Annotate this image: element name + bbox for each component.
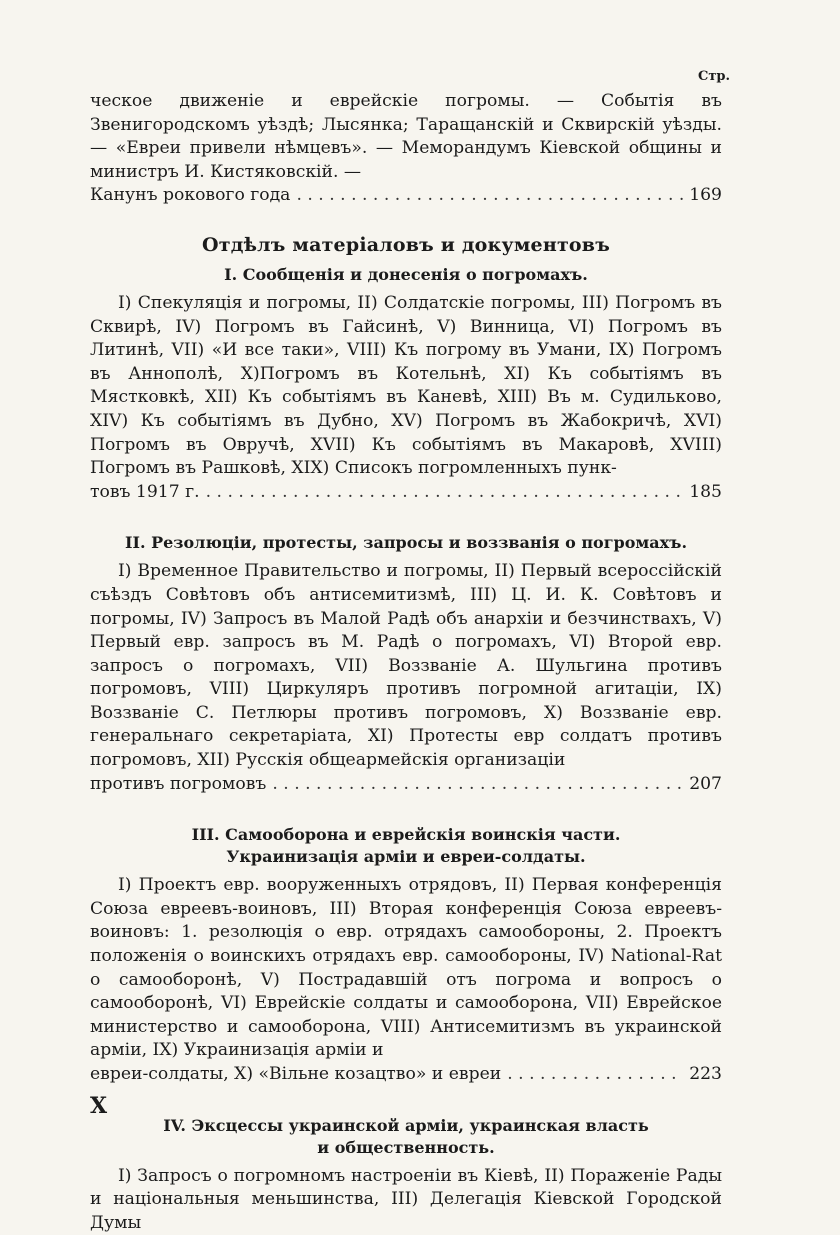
dot-leader [206,481,684,505]
toc-entry-text: I) Проектъ евр. вооруженныхъ отрядовъ, II) Первая конференція Союза евреевъ-воиновъ, III) Вторая конференція Союза евреевъ-воиновъ: 1. резолюція о евр. отрядахъ самообороны, 2. Проектъ положенія о воинскихъ отрядахъ евр. самообороны, IV) National-Rat о самооборонѣ, V) Пострадавшій отъ погрома и вопросъ о самооборонѣ, VI) Еврейскіе солдаты и самооборона, VII) Еврейское министерство и самооборона, VIII) Антисемитизмъ въ украинской арміи, IX) Украинизація арміи и [90,875,722,1061]
page-number: 207 [689,773,722,794]
toc-entry-last-text: противъ погромовъ [90,773,267,794]
section-title: Отдѣлъ матеріаловъ и документовъ [202,233,610,256]
dot-leader [296,184,683,208]
section-heading: II. Резолюціи, протесты, запросы и воззванія о погромахъ. [124,533,688,553]
toc-section-4 [90,1115,722,1235]
toc-entry-leader-line [90,481,722,505]
section-heading: III. Самооборона и еврейскія воинскія части. Украинизація арміи и евреи-солдаты. [191,825,621,867]
page-folio: X [90,1093,108,1119]
toc-section-1 [90,264,722,504]
toc-entry-leader-line [90,184,722,208]
dot-leader [272,773,683,797]
toc-entry-text: I) Спекуляція и погромы, II) Солдатскіе погромы, III) Погромъ въ Сквирѣ, IV) Погромъ въ Гайсинѣ, V) Винница, VI) Погромъ въ Литинѣ, VII) «И все таки», VIII) Къ погрому въ Умани, IX) Погромъ въ Аннополѣ, X)Погромъ въ Котельнѣ, XI) Къ событіямъ въ Мястковкѣ, XII) Къ событіямъ въ Каневѣ, XIII) Въ м. Судильково, XIV) Къ событіямъ въ Дубно, XV) Погромъ въ Жабокричѣ, XVI) Погромъ въ Овручѣ, XVII) Къ событіямъ въ Макаровѣ, XVIII) Погромъ въ Рашковѣ, XIX) Списокъ погромленныхъ пунк- [90,292,722,479]
page-number: 169 [689,185,722,206]
toc-entry-text: I) Временное Правительство и погромы, II) Первый всероссійскій съѣздъ Совѣтовъ объ антисемитизмѣ, III) Ц. И. К. Совѣтовъ и погромы, IV) Запросъ въ Малой Радѣ объ анархіи и безчинствахъ, V) Первый евр. запросъ въ М. Радѣ о погромахъ, VI) Второй евр. запросъ о погромахъ, VII) Воззваніе А. Шульгина противъ погромовъ, VIII) Циркуляръ противъ погромной агитаціи, IX) Воззваніе С. Петлюры противъ погромовъ, X) Воззваніе евр. генеральнаго секретаріата, XI) Протесты евр солдатъ противъ погромовъ, XII) Русскія общеармейскія организаціи [90,561,722,771]
toc-entry-text: ческое движеніе и еврейскіе погромы. — Событія въ Звенигородскомъ уѣздѣ; Лысянка; Таращанскій и Сквирскій уѣзды. — «Евреи привели нѣмцевъ». — Меморандумъ Кіевской общины и министръ И. Кистяковскій. — [90,91,722,182]
page-number: 223 [689,1064,722,1084]
section-heading: I. Сообщенія и донесенія о погромахъ. [224,264,588,284]
page-number: 185 [689,481,722,502]
toc-entry-leader-line [90,773,722,797]
section-heading: IV. Эксцессы украинской арміи, украинская власть и общественность. [163,1115,649,1157]
toc-entry-last-text: товъ 1917 г. [90,481,200,502]
toc-entry-text: I) Запросъ о погромномъ настроеніи въ Кіевѣ, II) Пораженіе Рады и національныя меньшинства, III) Делегація Кіевской Городской Думы [90,1165,722,1233]
toc-page [90,68,730,1235]
toc-entry-last-text: Канунъ рокового года [90,185,291,206]
toc-section-3 [90,824,722,1086]
toc-entry-leader-line [90,1063,722,1087]
toc-entry-last-text: евреи-солдаты, X) «Вільне козацтво» и евреи [90,1064,502,1084]
dot-leader [507,1063,683,1087]
toc-section-2 [90,532,722,796]
page-column-label: Стр. [697,69,730,84]
toc-entry-intro [90,90,722,208]
